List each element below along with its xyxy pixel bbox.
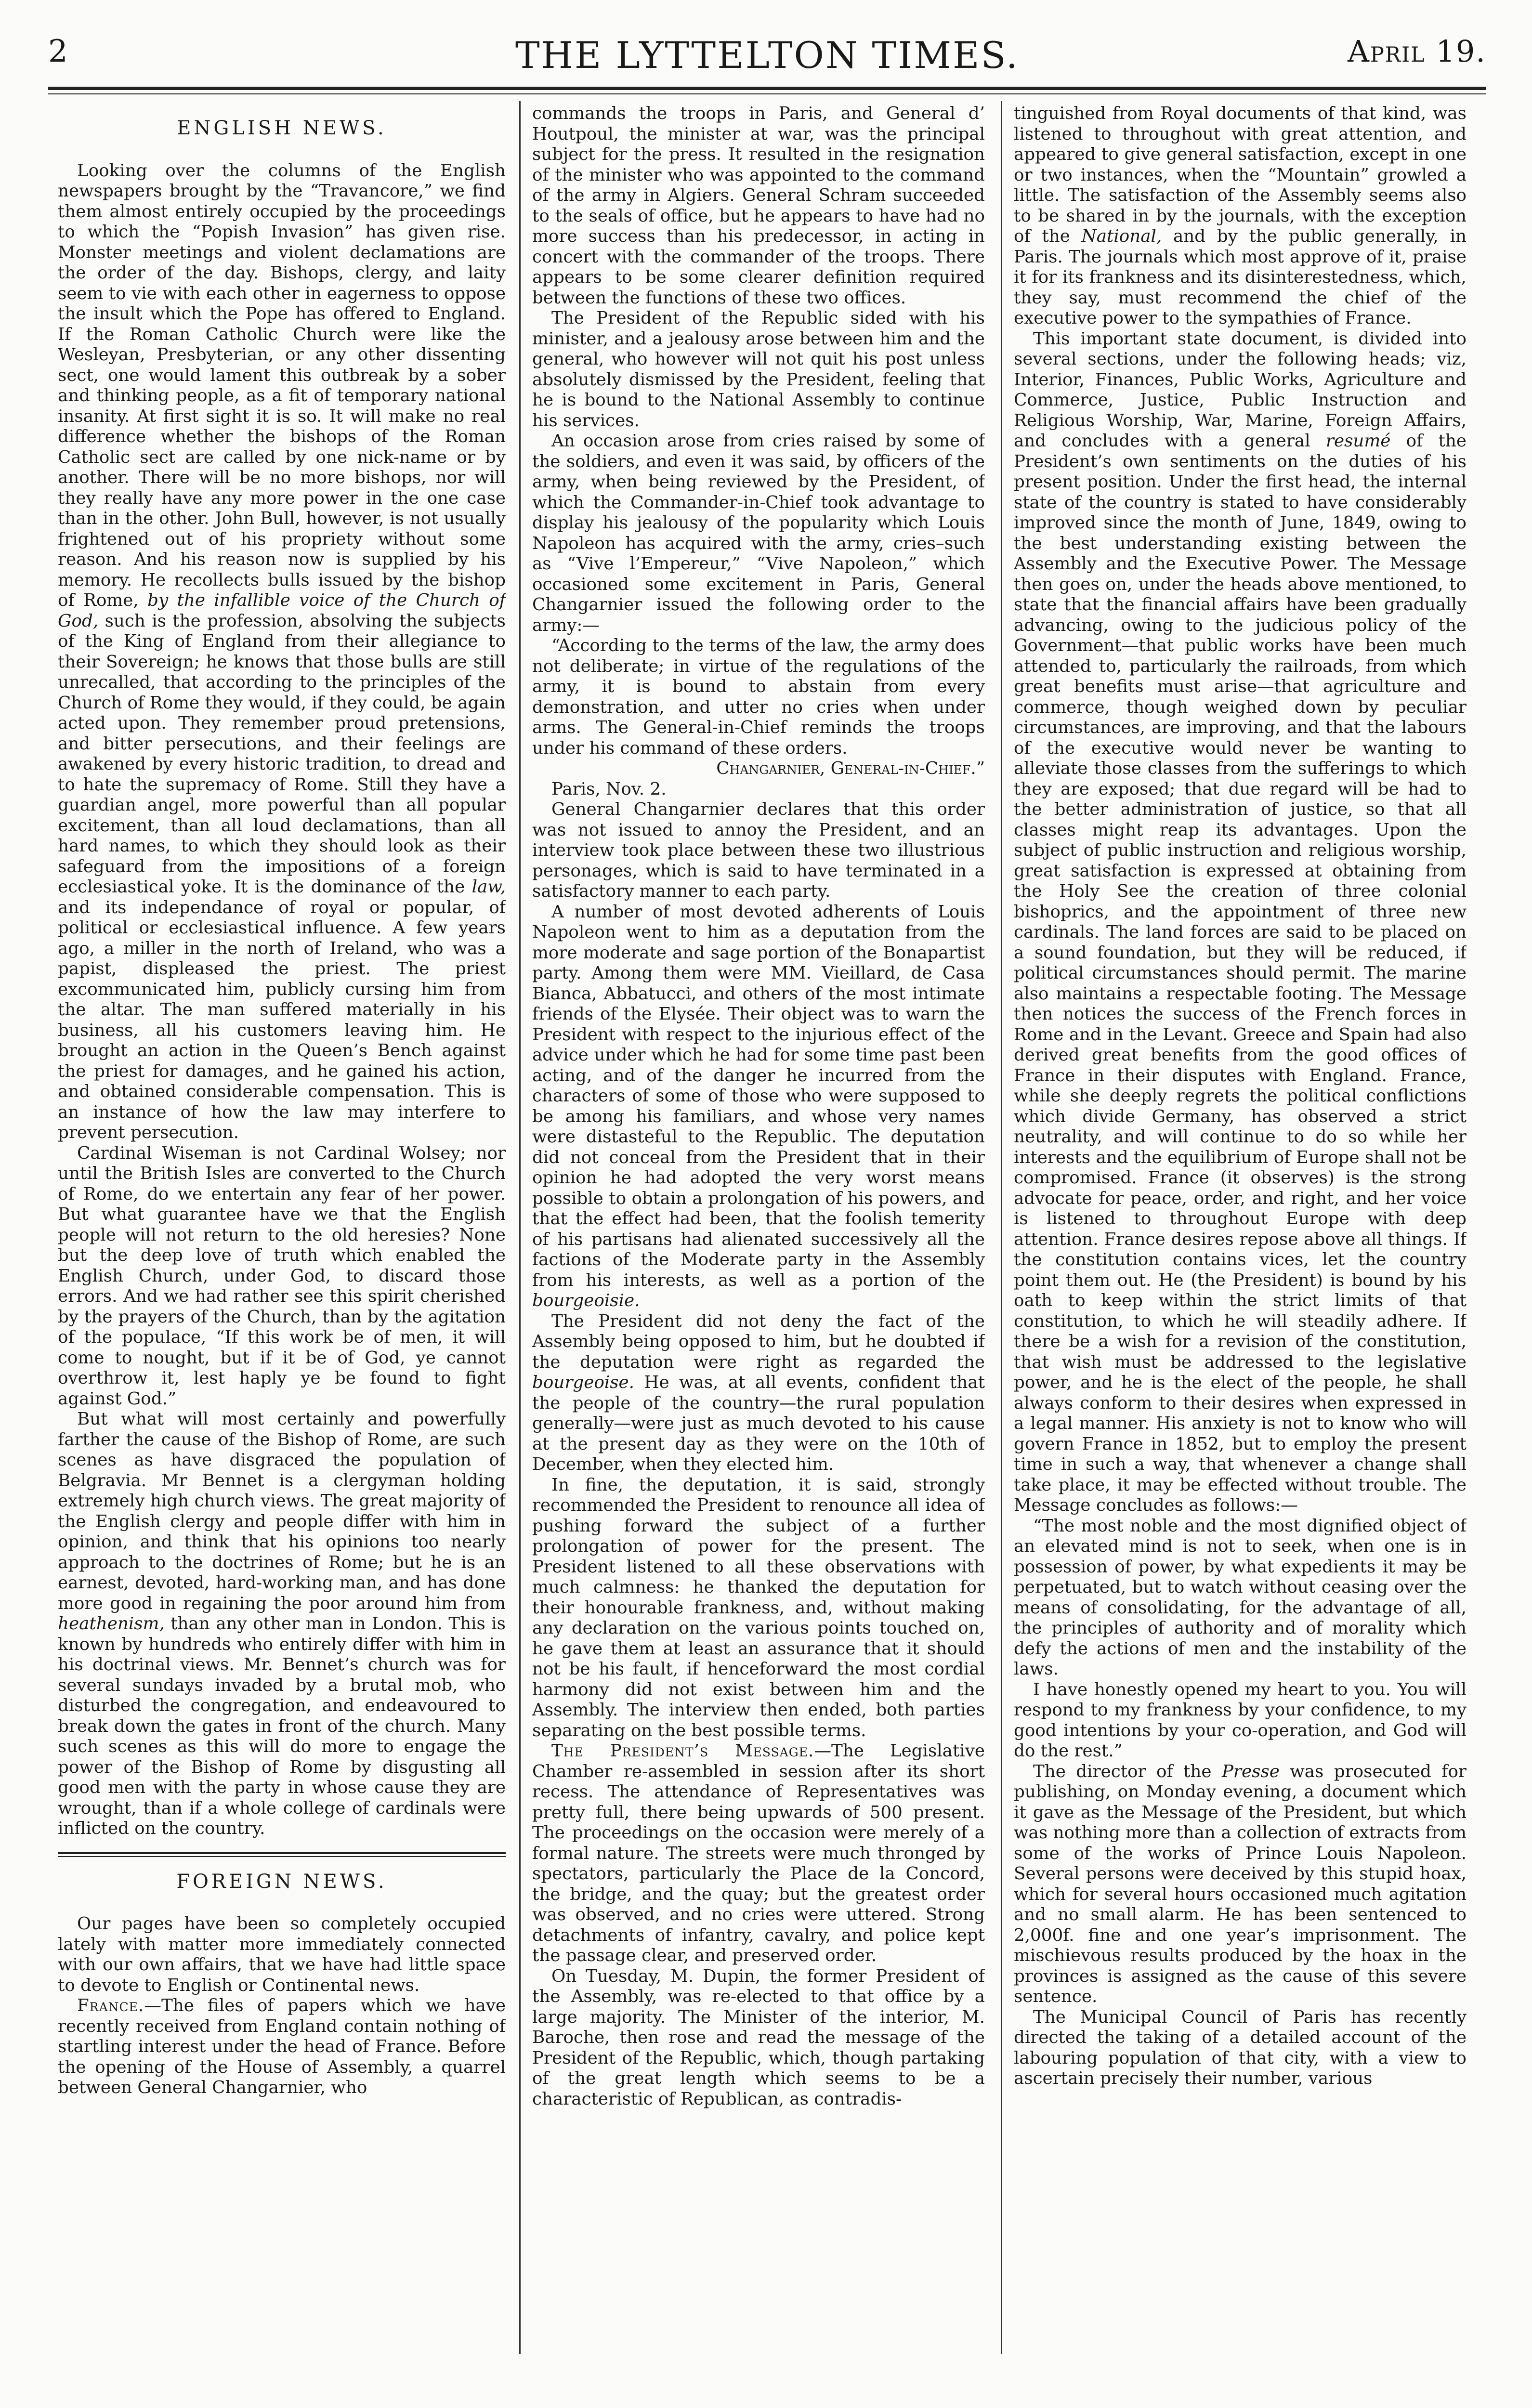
article-paragraph: General Changarnier declares that this order was not issued to annoy the President, and an interview took place between these two illustrious personages, which is said to have terminated in a satisfactory manner to each party. xyxy=(532,799,985,901)
column-divider xyxy=(519,101,521,2354)
page-number: 2 xyxy=(48,34,68,69)
article-paragraph: An occasion arose from cries raised by some of the soldiers, and even it was said, by officers of the army, when being reviewed by the President, of which the Commander-in-Chief took advantage to display his jealousy of the popularity which Louis Napoleon has acquired with the army, cries–such as “Vive l’Empereur,” “Vive Napoleon,” which occasioned some excitement in Paris, General Changarnier issued the following order to the army:— xyxy=(532,431,985,635)
column-2 xyxy=(532,104,985,2354)
article-paragraph: A number of most devoted adherents of Louis Napoleon went to him as a deputation from the more moderate and sage portion of the Bonapartist party. Among them were MM. Vieillard, de Casa Bianca, Abbatucci, and others of the most intimate friends of the Elysée. Their object was to warn the President with respect to the injurious effect of the advice under which he had for some time past been acting, and of the danger he incurred from the characters of some of those who were supposed to be among his familiars, and whose very names were distasteful to the Republic. The deputation did not conceal from the President that in their opinion he had adopted the very worst means possible to obtain a prolongation of his powers, and that the effect had been, that the foolish temerity of his partisans had alienated successively all the factions of the Moderate party in the Assembly from his interests, as well as a portion of the bourgeoisie. xyxy=(532,902,985,1310)
masthead-rule-thin xyxy=(48,93,1486,94)
article-paragraph: The Municipal Council of Paris has recently directed the taking of a detailed account of the labouring population of that city, with a view to ascertain precisely their number, various xyxy=(1014,2007,1467,2088)
article-paragraph: On Tuesday, M. Dupin, the former President of the Assembly, was re-elected to that office by a large majority. The Minister of the interior, M. Baroche, then rose and read the message of the President of the Republic, which, though partaking of the great length which seems to be a characteristic of Republican, as contradis- xyxy=(532,1966,985,2109)
order-dateline: Paris, Nov. 2. xyxy=(551,779,667,799)
article-paragraph: Looking over the columns of the English newspapers brought by the “Travancore,” we find them almost entirely occupied by the proceedings to which the “Popish Invasion” has given rise. Monster meetings and violent declamations are the order of the day. Bishops, clergy, and laity seem to vie with each other in eagerness to oppose the insult which the Pope has offered to England. If the Roman Catholic Church were like the Wesleyan, Presbyterian, or any other dissenting sect, one would lament this outbreak by a sober and thinking people, as a fit of temporary national insanity. At first sight it is so. It will make no real difference whether the bishops of the Roman Catholic sect are called by one nick-name or by another. There will be no more bishops, nor will they really have any more power in the one case than in the other. John Bull, however, is not usually frightened out of his propriety without some reason. And his reason now is supplied by his memory. He recollects bulls issued by the bishop of Rome, by the infallible voice of the Church of God, such is the profession, absolving the subjects of the King of England from their allegiance to their Sovereign; he knows that those bulls are still unrecalled, that according to the principles of the Church of Rome they would, if they could, be again acted upon. They remember proud pretensions, and bitter persecutions, and their feelings are awakened by every historic tradition, to dread and to hate the supremacy of Rome. Still they have a guardian angel, more powerful than all popular excitement, than all loud declamations, than all hard names, to which they should look as their safeguard from the impositions of a foreign ecclesiastical yoke. It is the dominance of the law, and its independance of royal or popular, of political or ecclesiastical influence. A few years ago, a miller in the north of Ireland, who was a papist, displeased the priest. The priest excommunicated him, publicly cursing him from the altar. The man suffered materially in his business, all his customers leaving him. He brought an action in the Queen’s Bench against the priest for damages, and he gained his action, and obtained considerable compensation. This is an instance of how the law may interfere to prevent persecution. xyxy=(58,160,506,1142)
masthead-rule xyxy=(48,87,1486,90)
section-rule-thin xyxy=(58,1856,506,1857)
order-signature: Changarnier, General-in-Chief.” xyxy=(716,759,985,778)
quoted-message: I have honestly opened my heart to you. You will respond to my frankness by your confidence, to my good intentions by your co-operation, and God will do the rest.” xyxy=(1014,1679,1467,1761)
article-paragraph: Cardinal Wiseman is not Cardinal Wolsey; nor until the British Isles are converted to the Church of Rome, do we entertain any fear of her power. But what guarantee have we that the English people will not return to the old heresies? None but the deep love of truth which enabled the English Church, under God, to discard those errors. And we had rather see this spirit cherished by the prayers of the Church, than by the agitation of the populace, “If this work be of men, it will come to nought, but if it be of God, ye cannot overthrow it, lest haply ye be found to fight against God.” xyxy=(58,1143,506,1409)
article-paragraph: Our pages have been so completely occupied lately with matter more immediately connected with our own affairs, that we have had little space to devote to English or Continental news. xyxy=(58,1914,506,1995)
article-paragraph: This important state document, is divided into several sections, under the following heads; viz, Interior, Finances, Public Works, Agriculture and Commerce, Justice, Public Instruction and Religious Worship, War, Marine, Foreign Affairs, and concludes with a general resumé of the President’s own sentiments on the duties of his present position. Under the first head, the internal state of the country is stated to have considerably improved since the month of June, 1849, owing to the best understanding existing between the Assembly and the Executive Power. The Message then goes on, under the heads above mentioned, to state that the financial affairs have been gradually advancing, owing to the judicious policy of the Government—that public works have been much attended to, particularly the railroads, from which great benefits must arise—that agriculture and commerce, though weighed down by peculiar circumstances, are improving, and that the labours of the executive would never be wanting to alleviate those classes from the sufferings to which they are exposed; that due regard will be had to the better administration of justice, so that all classes might reap its advantages. Upon the subject of public instruction and religious worship, great satisfaction is expressed at obtaining from the Holy See the creation of three colonial bishoprics, and the appointment of three new cardinals. The land forces are said to be placed on a sound foundation, but they will be reduced, if political circumstances should permit. The marine also maintains a respectable footing. The Message then notices the success of the French forces in Rome and in the Levant. Greece and Spain had also derived great benefits from the good offices of France in their disputes with England. France, while she deeply regrets the political conflictions which divide Germany, has observed a strict neutrality, and will continue to do so while her interests and the equilibrium of Europe shall not be compromised. France (it observes) is the strong advocate for peace, order, and right, and her voice is listened to throughout Europe with deep attention. France desires repose above all things. If the constitution contains vices, let the country point them out. He (the President) is bound by his oath to keep within the strict limits of that constitution, to which he will steadily adhere. If there be a wish for a revision of the constitution, that wish must be addressed to the legislative power, and he is the elect of the people, he shall always conform to their desires when expressed in a legal manner. His anxiety is not to know who will govern France in 1852, but to employ the present time in such a way, that whenever a change shall take place, it may be effected without trouble. The Message concludes as follows:— xyxy=(1014,328,1467,1515)
article-paragraph: In fine, the deputation, it is said, strongly recommended the President to renounce all idea of pushing forward the subject of a further prolongation of power for the present. The President listened to all these observations with much calmness: he thanked the deputation for their honourable frankness, and, without making any declaration on the various points touched on, he gave them at least an assurance that it should not be his fault, if henceforward the most cordial harmony did not exist between him and the Assembly. The interview then ended, both parties separating on the best possible terms. xyxy=(532,1475,985,1741)
article-paragraph: commands the troops in Paris, and General d’ Houtpoul, the minister at war, was the principal subject for the press. It resulted in the resignation of the minister who was appointed to the command of the army in Algiers. General Schram succeeded to the seals of office, but he appears to have had no more success than his predecessor, in acting in concert with the commander of the troops. There appears to be some clearer definition required between the functions of these two offices. xyxy=(532,104,985,308)
quoted-order: “According to the terms of the law, the army does not deliberate; in virtue of the regulations of the army, it is bound to abstain from every demonstration, and utter no cries when under arms. The General-in-Chief reminds the troops under his command of these orders. xyxy=(532,636,985,758)
column-3 xyxy=(1014,104,1467,2354)
foreign-news-heading: FOREIGN NEWS. xyxy=(176,1870,387,1893)
article-paragraph: France.—The files of papers which we have recently received from England contain nothing of startling interest under the head of France. Before the opening of the House of Assembly, a quarrel between General Changarnier, who xyxy=(58,1996,506,2097)
article-paragraph: The President did not deny the fact of the Assembly being opposed to him, but he doubted if the deputation were right as regarded the bourgeoise. He was, at all events, confident that the people of the country—the rural population generally—were just as much devoted to his cause at the present day as they were on the 10th of December, when they elected him. xyxy=(532,1311,985,1474)
english-news-heading: ENGLISH NEWS. xyxy=(177,117,387,139)
issue-date: April 19. xyxy=(1348,34,1486,69)
article-paragraph: The President of the Republic sided with his minister, and a jealousy arose between him and the general, who however will not quit his post unless absolutely dismissed by the President, feeling that he is bound to the National Assembly to continue his services. xyxy=(532,308,985,431)
article-paragraph: The director of the Presse was prosecuted for publishing, on Monday evening, a document which it gave as the Message of the President, but which was nothing more than a collection of extracts from some of the works of Prince Louis Napoleon. Several persons were deceived by this stupid hoax, which for several hours occasioned much agitation and no small alarm. He has been sentenced to 2,000f. fine and one year’s imprisonment. The mischievous results produced by the hoax in the provinces is assigned as the cause of this severe sentence. xyxy=(1014,1761,1467,2006)
article-paragraph: But what will most certainly and powerfully farther the cause of the Bishop of Rome, are such scenes as have disgraced the population of Belgravia. Mr Bennet is a clergyman holding extremely high church views. The great majority of the English clergy and people differ with him in opinion, and think that his opinions too nearly approach to the doctrines of Rome; but he is an earnest, devoted, hard-working man, and has done more good in regaining the poor around him from heathenism, than any other man in London. This is known by hundreds who entirely differ with him in his doctrinal views. Mr. Bennet’s church was for several sundays invaded by a brutal mob, who disturbed the congregation, and endeavoured to break down the gates in front of the church. Many such scenes as this will do more to engage the power of the Bishop of Rome by disgusting all good men with the party in whose cause they are wrought, than if a whole college of cardinals were inflicted on the country. xyxy=(58,1409,506,1838)
article-paragraph: tinguished from Royal documents of that kind, was listened to throughout with great attention, and appeared to give general satisfaction, except in one or two instances, when the “Mountain” growled a little. The satisfaction of the Assembly seems also to be shared in by the journals, with the exception of the National, and by the public generally, in Paris. The journals which most approve of it, praise it for its frankness and its disinterestedness, which, they say, must recommend the chief of the executive power to the sympathies of France. xyxy=(1014,104,1467,328)
column-1 xyxy=(58,104,506,2354)
masthead xyxy=(48,34,1486,79)
column-divider xyxy=(1001,101,1002,2354)
quoted-message: “The most noble and the most dignified object of an elevated mind is not to seek, when one is in possession of power, by what expedients it may be perpetuated, but to watch without ceasing over the means of consolidating, for the advantage of all, the principles of authority and of morality which defy the actions of men and the instability of the laws. xyxy=(1014,1516,1467,1679)
article-paragraph: The President’s Message.—The Legislative Chamber re-assembled in session after its short recess. The attendance of Representatives was pretty full, there being upwards of 500 present. The proceedings on the occasion were merely of a formal nature. The streets were much thronged by spectators, particularly the Place de la Concord, the bridge, and the quay; but the greatest order was observed, and no cries were uttered. Strong detachments of infantry, cavalry, and police kept the passage clear, and preserved order. xyxy=(532,1741,985,1965)
section-rule xyxy=(58,1852,506,1854)
newspaper-title: THE LYTTELTON TIMES. xyxy=(515,34,1020,77)
